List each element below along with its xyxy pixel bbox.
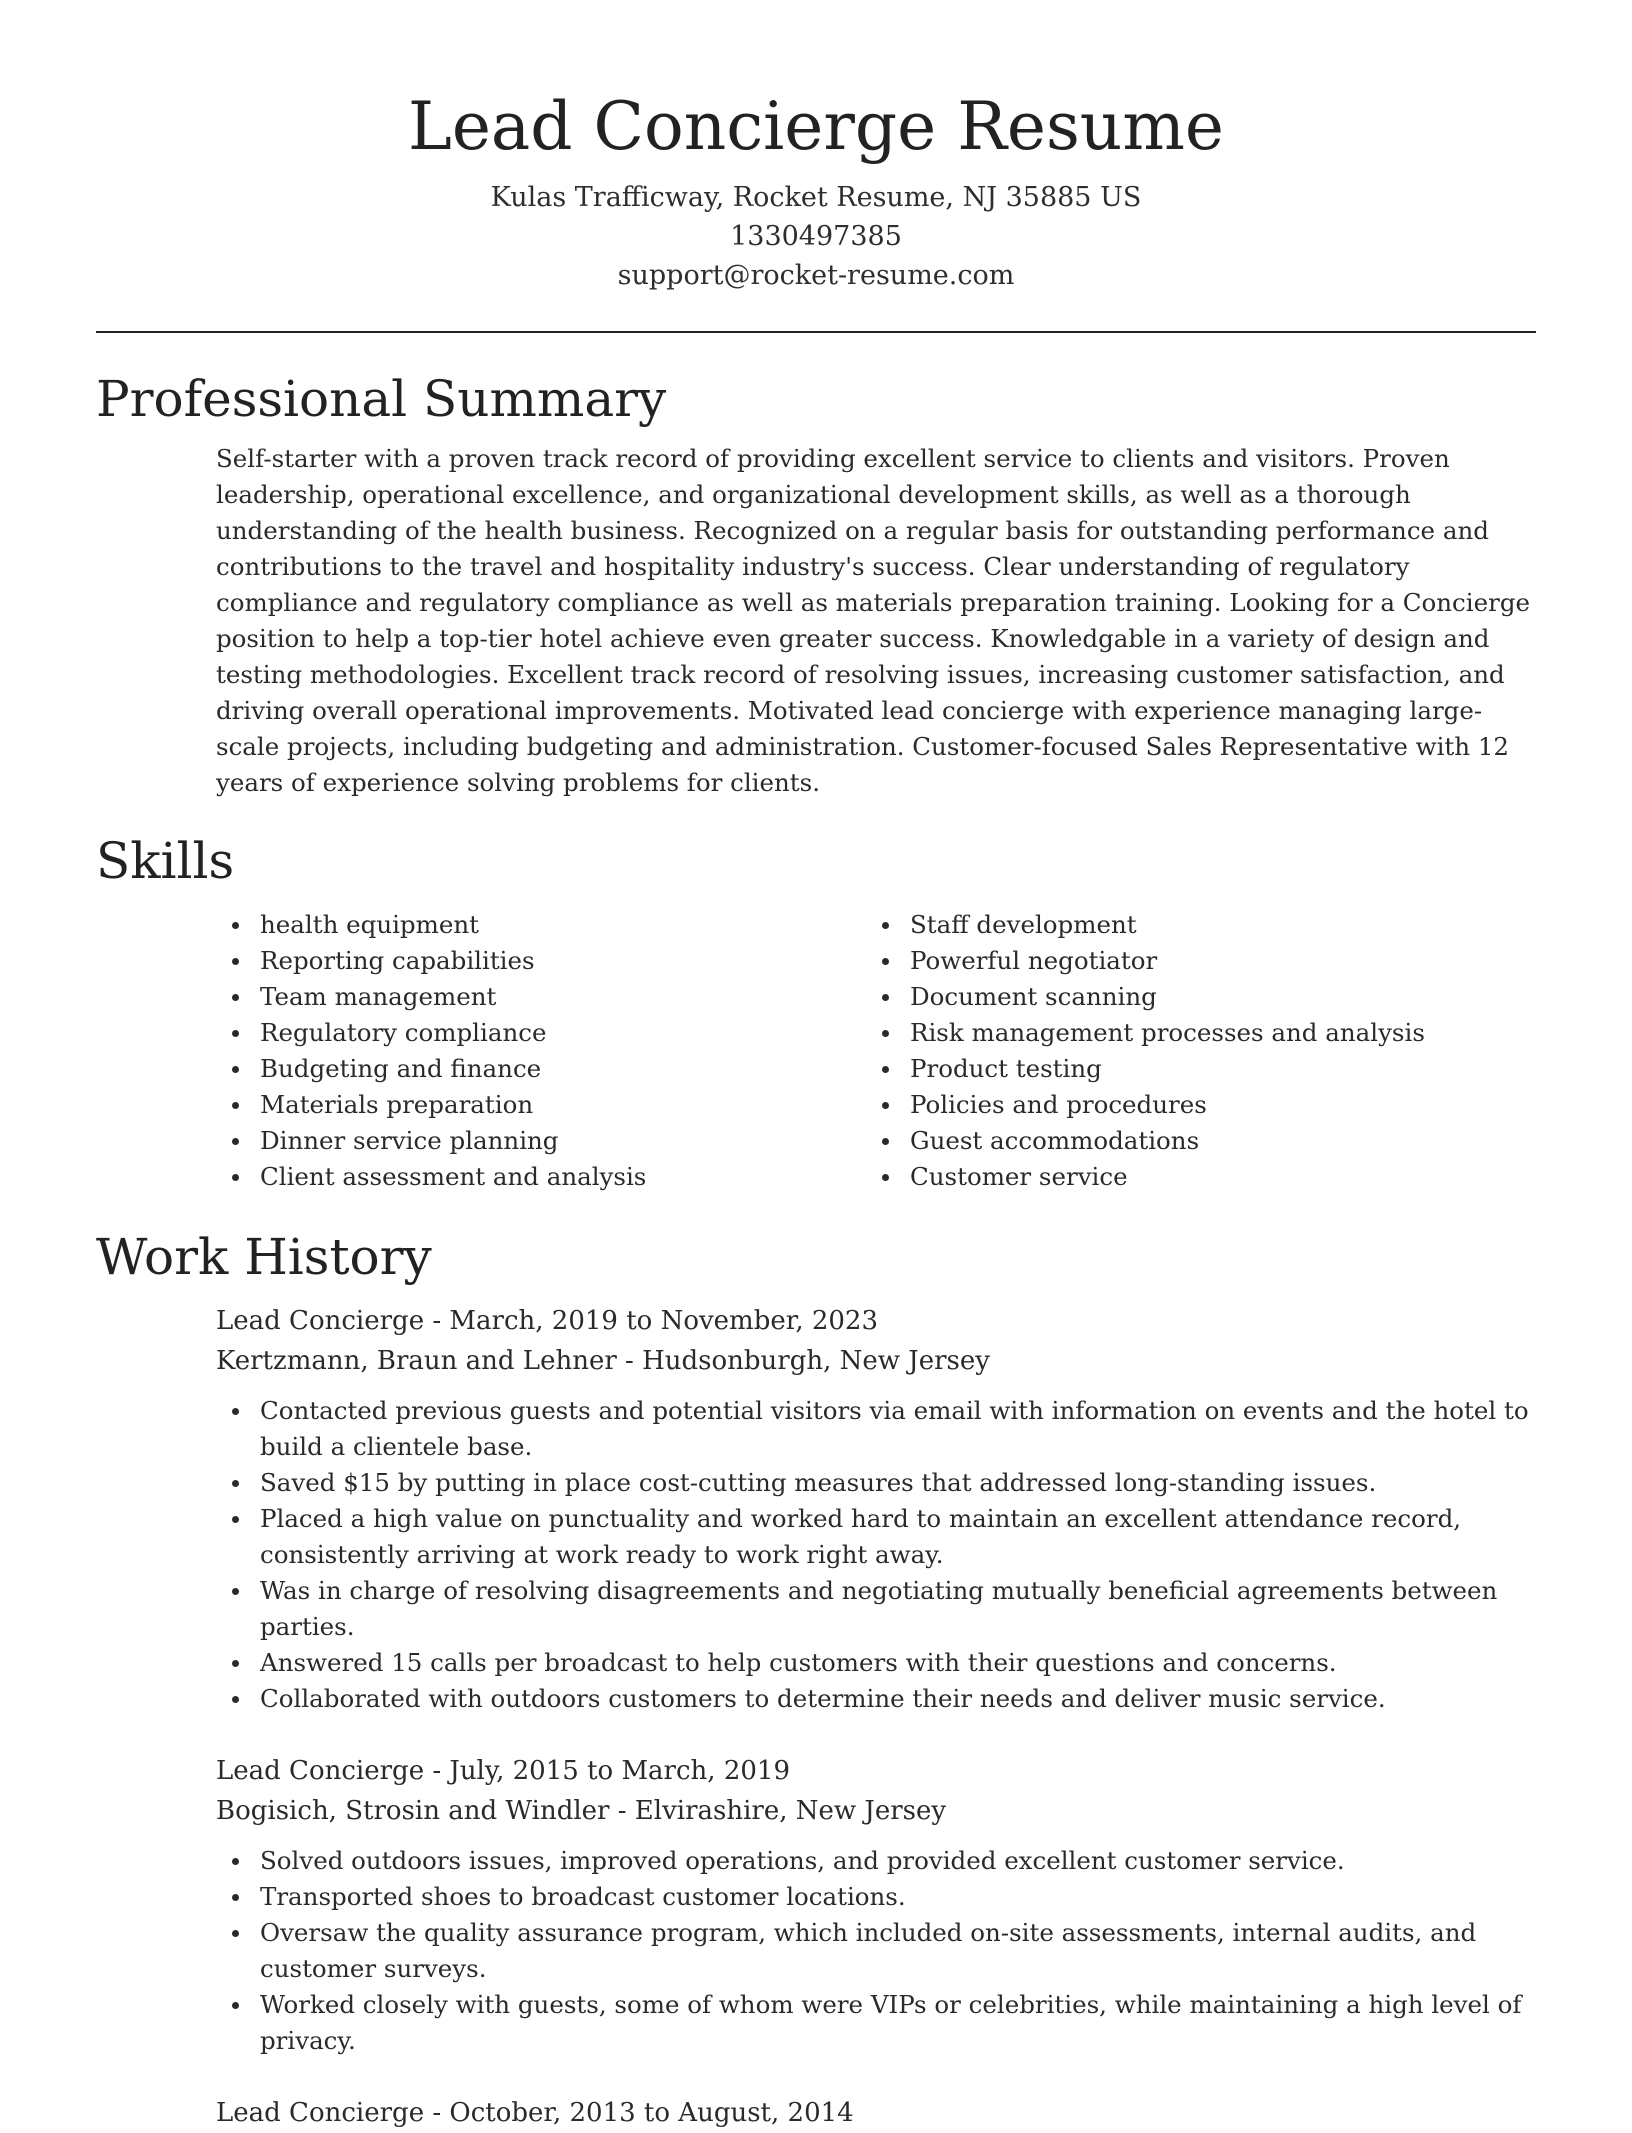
skill-item: Client assessment and analysis — [216, 1159, 866, 1195]
job-duties-list — [216, 1393, 1536, 1717]
skill-item: Document scanning — [866, 979, 1516, 1015]
duty-item: Contacted previous guests and potential visitors via email with information on events and the hotel to build a clientele base. — [216, 1393, 1536, 1465]
contact-address: Kulas Trafficway, Rocket Resume, NJ 35885 US — [490, 182, 1142, 213]
duty-item: Solved outdoors issues, improved operations, and provided excellent customer service. — [216, 1843, 1536, 1879]
resume-title: Lead Concierge Resume — [408, 88, 1224, 165]
skill-item: Regulatory compliance — [216, 1015, 866, 1051]
job-title-dates: Lead Concierge - July, 2015 to March, 2019 — [216, 1756, 790, 1786]
duty-item: Answered 15 calls per broadcast to help customers with their questions and concerns. — [216, 1645, 1536, 1681]
duty-item: Saved $15 by putting in place cost-cutting measures that addressed long-standing issues. — [216, 1465, 1536, 1501]
resume-header — [96, 0, 1536, 295]
header-divider — [96, 331, 1536, 333]
skill-item: Product testing — [866, 1051, 1516, 1087]
work-history-heading: Work History — [96, 1228, 432, 1286]
skill-item: Risk management processes and analysis — [866, 1015, 1516, 1051]
skill-item: Team management — [216, 979, 866, 1015]
skills-section — [96, 829, 1536, 1195]
job-title-dates: Lead Concierge - March, 2019 to November, 2023 — [216, 1306, 879, 1336]
job-company-location: Bogisich, Strosin and Windler - Elvirashire, New Jersey — [216, 1796, 947, 1826]
job-entry — [216, 2093, 1536, 2133]
skill-item: Powerful negotiator — [866, 943, 1516, 979]
duty-item: Worked closely with guests, some of whom were VIPs or celebrities, while maintaining a high level of privacy. — [216, 1987, 1536, 2059]
contact-phone: 1330497385 — [730, 221, 902, 252]
skills-column-left — [216, 907, 866, 1195]
skill-item: Reporting capabilities — [216, 943, 866, 979]
work-history-section — [96, 1225, 1536, 2133]
summary-heading: Professional Summary — [96, 370, 667, 428]
skill-item: Customer service — [866, 1159, 1516, 1195]
duty-item: Placed a high value on punctuality and worked hard to maintain an excellent attendance record, consistently arriving at work ready to work right away. — [216, 1501, 1536, 1573]
job-entry — [216, 1751, 1536, 2059]
skills-heading: Skills — [96, 832, 235, 890]
skills-grid — [216, 907, 1536, 1195]
job-entry — [216, 1301, 1536, 1717]
job-duties-list — [216, 1843, 1536, 2059]
skill-item: Policies and procedures — [866, 1087, 1516, 1123]
job-title-dates: Lead Concierge - October, 2013 to August, 2014 — [216, 2098, 854, 2128]
skill-item: health equipment — [216, 907, 866, 943]
skills-column-right — [866, 907, 1516, 1195]
resume-page — [96, 0, 1536, 2133]
skill-item: Materials preparation — [216, 1087, 866, 1123]
skill-item: Dinner service planning — [216, 1123, 866, 1159]
skill-item: Staff development — [866, 907, 1516, 943]
skill-item: Budgeting and finance — [216, 1051, 866, 1087]
contact-email: support@rocket-resume.com — [617, 260, 1015, 291]
skill-item: Guest accommodations — [866, 1123, 1516, 1159]
duty-item: Was in charge of resolving disagreements and negotiating mutually beneficial agreements between parties. — [216, 1573, 1536, 1645]
duty-item: Oversaw the quality assurance program, which included on-site assessments, internal audits, and customer surveys. — [216, 1915, 1536, 1987]
summary-text: Self-starter with a proven track record of providing excellent service to clients and visitors. Proven leadership, operational excellence, and organizational development skills, as well as a thorough understanding of the health business. Recognized on a regular basis for outstanding performance and contributions to the travel and hospitality industry's success. Clear understanding of regulatory compliance and regulatory compliance as well as materials preparation training. Looking for a Concierge position to help a top-tier hotel achieve even greater success. Knowledgable in a variety of design and testing methodologies. Excellent track record of resolving issues, increasing customer satisfaction, and driving overall operational improvements. Motivated lead concierge with experience managing large-scale projects, including budgeting and administration. Customer-focused Sales Representative with 12 years of experience solving problems for clients. — [216, 444, 1531, 797]
duty-item: Collaborated with outdoors customers to determine their needs and deliver music service. — [216, 1681, 1536, 1717]
professional-summary-section — [96, 367, 1536, 801]
job-company-location: Kertzmann, Braun and Lehner - Hudsonburgh, New Jersey — [216, 1346, 990, 1376]
duty-item: Transported shoes to broadcast customer locations. — [216, 1879, 1536, 1915]
